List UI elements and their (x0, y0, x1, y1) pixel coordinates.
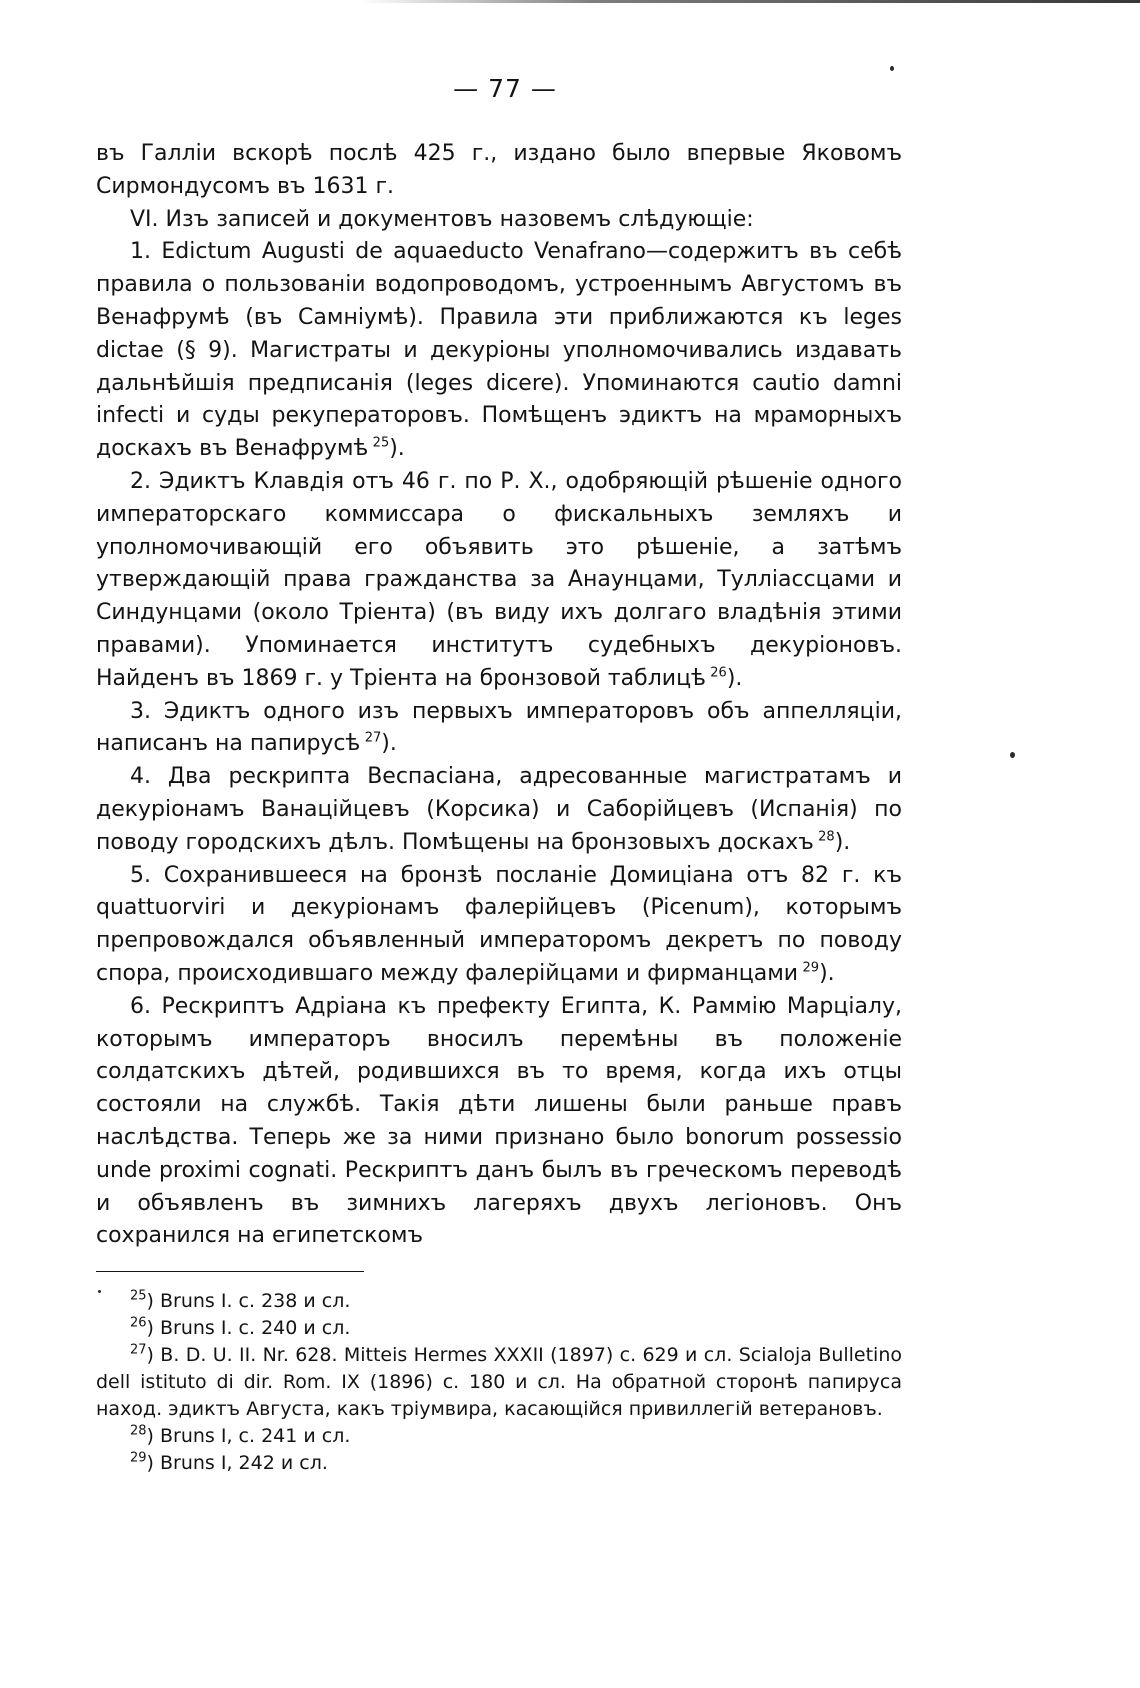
footnote-29: $^{29}$) Bruns I, 242 и сл. (130, 1450, 328, 1474)
paragraph-continuation: въ Галліи вскорѣ послѣ 425 г., издано было впервые Яковомъ Сирмондусомъ въ 1631 г. (96, 141, 902, 199)
footnote-ref-26[interactable]: 26 (710, 665, 727, 681)
footnote-ref-25[interactable]: 25 (372, 435, 390, 451)
footnote-separator (96, 1271, 364, 1272)
footnote-25: $^{25}$) Bruns I. c. 238 и сл. (130, 1288, 351, 1312)
footnote-ref-29[interactable]: 29 (802, 960, 820, 976)
paragraph-item-3: 3. Эдиктъ одного изъ первыхъ императоровъ объ аппелляціи, написанъ на папирусѣ $^{27}$). (96, 698, 902, 757)
paragraph-item-1: 1. Edictum Augusti de aquaeducto Venafrano—содержитъ въ себѣ правила о пользованіи водопроводомъ, устроеннымъ Августомъ въ Венафрумѣ (въ Самніумѣ). Правила эти приближаются къ leges dictae (§ 9). Магистраты и декуріоны уполномочивались издавать дальнѣйшія предписанія (leges dicere). Упоминаются cautio damni infecti и суды рекуператоровъ. Помѣщенъ эдиктъ на мраморныхъ доскахъ въ Венафрумѣ $^{25}$). (96, 239, 902, 462)
footnote-26: $^{26}$) Bruns I. c. 240 и сл. (130, 1315, 351, 1339)
footnote-27: $^{27}$) B. D. U. II. Nr. 628. Mitteis Hermes XXXII (1897) c. 629 и сл. Scialoja Bulletino dell istituto di dir. Rom. IX (1896) c. 180 и сл. На обратной сторонѣ папируса наход. эдиктъ Августа, какъ тріумвира, касающійся привиллегій ветерановъ. (96, 1342, 902, 1420)
paragraph-item-6: 6. Рескриптъ Адріана къ префекту Египта, К. Раммію Марціалу, которымъ императоръ вносилъ перемѣны въ положеніе солдатскихъ дѣтей, родившихся въ то время, когда ихъ отцы состояли на службѣ. Такія дѣти лишены были раньше правъ наслѣдства. Теперь же за ними признано было bonorum possessio unde proximi cognati. Рескриптъ данъ былъ въ греческомъ переводѣ и объявленъ въ зимнихъ лагеряхъ двухъ легіоновъ. Онъ сохранился на египетскомъ (96, 993, 902, 1249)
paragraph-item-2: 2. Эдиктъ Клавдія отъ 46 г. по Р. Х., одобряющій рѣшеніе одного императорскаго коммиссара о фискальныхъ земляхъ и уполномочивающій его объявить это рѣшеніе, а затѣмъ утверждающій права гражданства за Анаунцами, Тулліассцами и Синдунцами (около Тріента) (въ виду ихъ долгаго владѣнія этими правами). Упоминается институтъ судебныхъ декуріоновъ. Найденъ въ 1869 г. у Тріента на бронзовой таблицѣ $^{26}$). (96, 468, 902, 691)
scan-speck (98, 1290, 101, 1293)
page-number: — 77 — (453, 74, 557, 103)
footnote-ref-28[interactable]: 28 (818, 829, 835, 845)
scan-speck (890, 66, 894, 71)
footnote-ref-27[interactable]: 27 (364, 731, 382, 747)
paragraph-item-4: 4. Два рескрипта Веспасіана, адресованные магистратамъ и декуріонамъ Ванаційцевъ (Корсика) и Саборійцевъ (Испанія) по поводу городскихъ дѣлъ. Помѣщены на бронзовыхъ доскахъ $^{28}$). (96, 764, 902, 855)
scan-speck (1010, 752, 1015, 758)
footnote-28: $^{28}$) Bruns I, c. 241 и сл. (130, 1423, 351, 1447)
scan-top-edge (360, 0, 1140, 3)
footnotes (96, 1288, 902, 1477)
main-text (96, 138, 902, 1253)
paragraph-section-vi: VI. Изъ записей и документовъ назовемъ слѣдующіе: (130, 206, 754, 232)
paragraph-item-5: 5. Сохранившееся на бронзѣ посланіе Домиціана отъ 82 г. къ quattuorviri и декуріонамъ фалерійцевъ (Picenum), которымъ препровождался объявленный императоромъ декретъ по поводу спора, происходившаго между фалерійцами и фирманцами $^{29}$). (96, 862, 902, 986)
